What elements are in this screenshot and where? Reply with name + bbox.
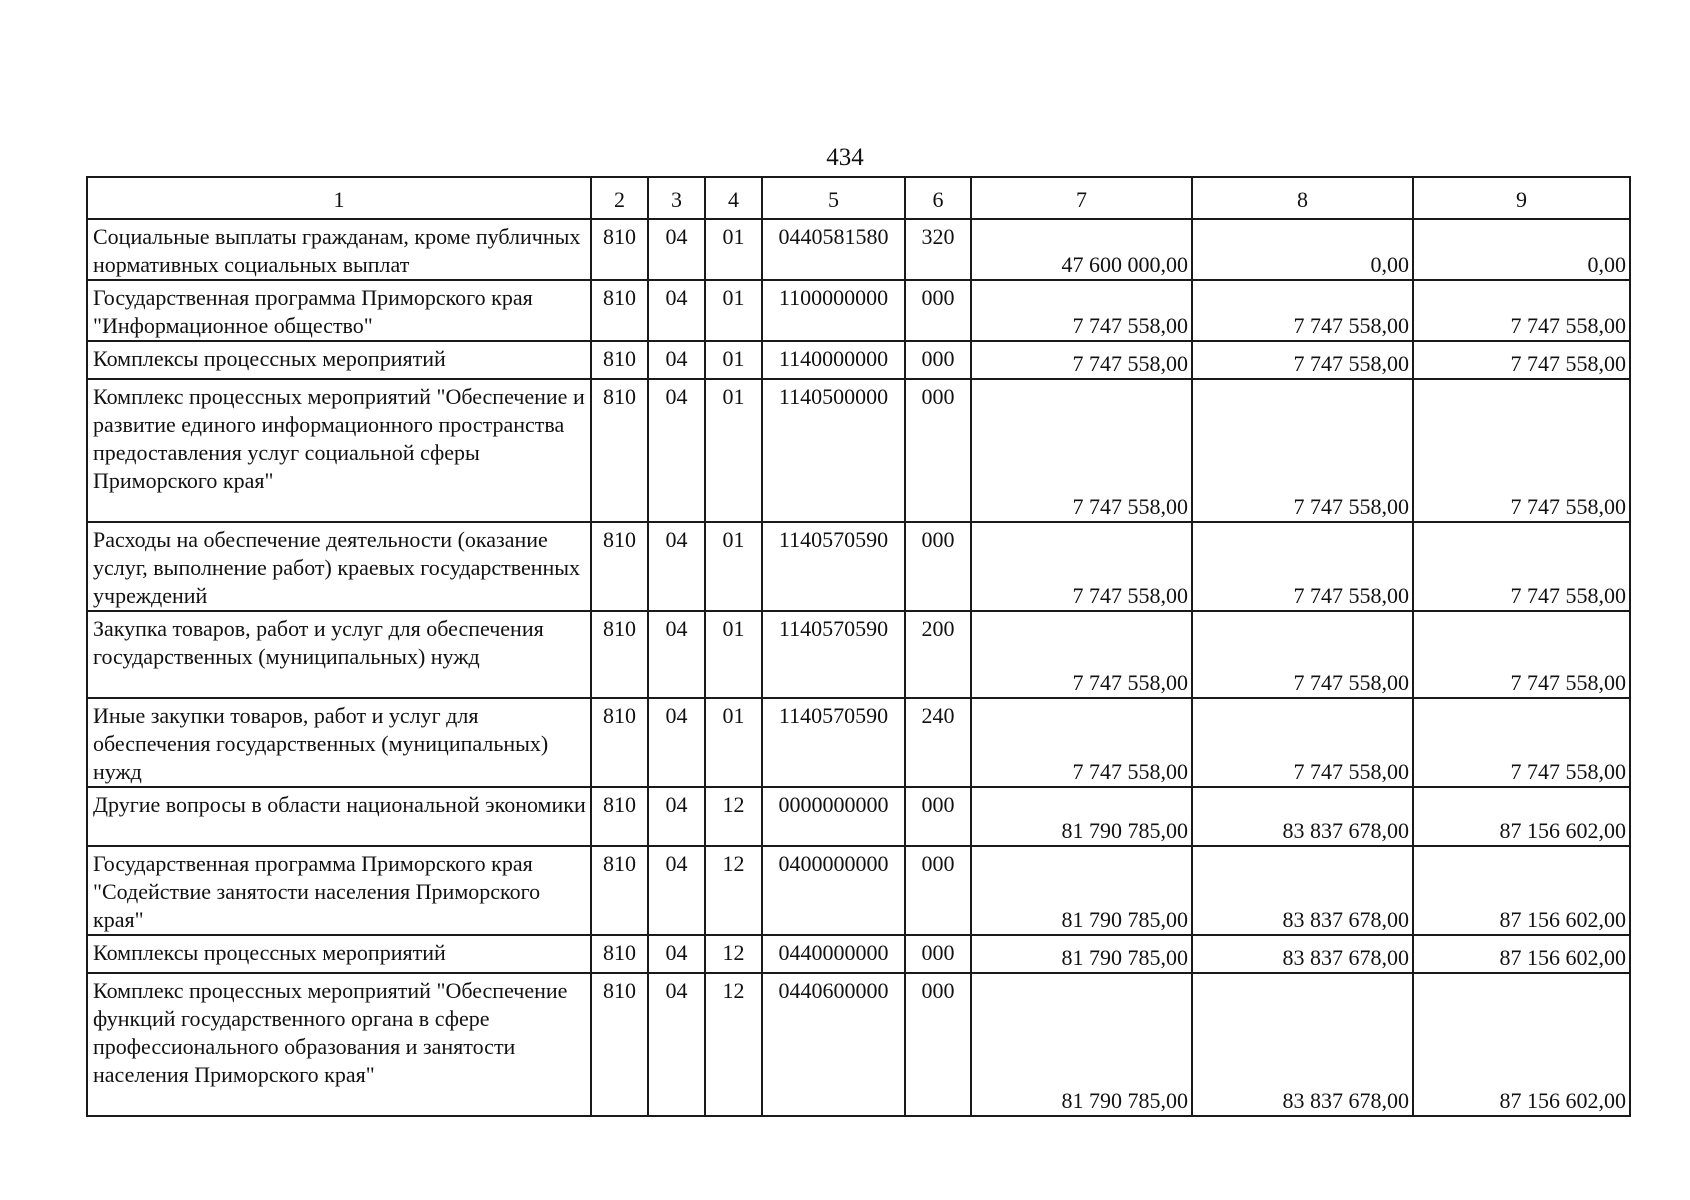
cell-code-6: 000 (905, 341, 971, 379)
column-header: 4 (705, 177, 762, 219)
cell-code-3: 04 (648, 611, 705, 698)
cell-code-2: 810 (591, 973, 648, 1116)
table-row (87, 611, 1630, 698)
cell-code-2: 810 (591, 787, 648, 846)
table-row (87, 846, 1630, 935)
table-row (87, 973, 1630, 1116)
row-name: Государственная программа Приморского края "Содействие занятости населения Приморского края" (87, 846, 591, 935)
cell-code-3: 04 (648, 846, 705, 935)
cell-code-4: 01 (705, 280, 762, 341)
cell-code-6: 000 (905, 973, 971, 1116)
row-name: Закупка товаров, работ и услуг для обеспечения государственных (муниципальных) нужд (87, 611, 591, 698)
cell-code-5: 0440581580 (762, 219, 905, 280)
cell-amount-8: 83 837 678,00 (1192, 846, 1413, 935)
cell-amount-9: 7 747 558,00 (1413, 280, 1630, 341)
cell-amount-9: 7 747 558,00 (1413, 341, 1630, 379)
row-name: Комплекс процессных мероприятий "Обеспечение функций государственного органа в сфере профессионального образования и занятости населения Приморского края" (87, 973, 591, 1116)
cell-code-3: 04 (648, 698, 705, 787)
column-header: 2 (591, 177, 648, 219)
table-row (87, 280, 1630, 341)
cell-code-4: 01 (705, 698, 762, 787)
cell-code-5: 0440600000 (762, 973, 905, 1116)
column-header: 9 (1413, 177, 1630, 219)
cell-amount-9: 7 747 558,00 (1413, 522, 1630, 611)
cell-code-2: 810 (591, 935, 648, 973)
cell-code-2: 810 (591, 611, 648, 698)
table-row (87, 379, 1630, 522)
cell-code-5: 0440000000 (762, 935, 905, 973)
cell-amount-7: 7 747 558,00 (971, 522, 1192, 611)
row-name: Другие вопросы в области национальной экономики (87, 787, 591, 846)
page-number: 434 (826, 144, 864, 171)
cell-amount-7: 81 790 785,00 (971, 973, 1192, 1116)
table-row (87, 341, 1630, 379)
cell-code-2: 810 (591, 379, 648, 522)
row-name: Расходы на обеспечение деятельности (оказание услуг, выполнение работ) краевых государственных учреждений (87, 522, 591, 611)
cell-amount-8: 83 837 678,00 (1192, 787, 1413, 846)
cell-code-4: 01 (705, 219, 762, 280)
cell-code-6: 200 (905, 611, 971, 698)
column-header: 5 (762, 177, 905, 219)
column-header: 6 (905, 177, 971, 219)
cell-amount-8: 83 837 678,00 (1192, 973, 1413, 1116)
table-row (87, 522, 1630, 611)
cell-code-5: 1140570590 (762, 698, 905, 787)
cell-amount-8: 7 747 558,00 (1192, 341, 1413, 379)
cell-amount-7: 81 790 785,00 (971, 935, 1192, 973)
cell-amount-7: 81 790 785,00 (971, 846, 1192, 935)
cell-code-6: 000 (905, 935, 971, 973)
cell-amount-7: 47 600 000,00 (971, 219, 1192, 280)
cell-code-3: 04 (648, 341, 705, 379)
cell-code-4: 01 (705, 341, 762, 379)
table-row (87, 787, 1630, 846)
cell-amount-9: 7 747 558,00 (1413, 698, 1630, 787)
row-name: Социальные выплаты гражданам, кроме публичных нормативных социальных выплат (87, 219, 591, 280)
table-row (87, 698, 1630, 787)
cell-code-3: 04 (648, 522, 705, 611)
cell-code-4: 01 (705, 522, 762, 611)
cell-code-5: 1140570590 (762, 522, 905, 611)
cell-code-6: 000 (905, 280, 971, 341)
table-row (87, 219, 1630, 280)
cell-amount-8: 7 747 558,00 (1192, 280, 1413, 341)
cell-code-6: 000 (905, 522, 971, 611)
cell-code-4: 12 (705, 935, 762, 973)
cell-code-4: 01 (705, 379, 762, 522)
cell-amount-7: 7 747 558,00 (971, 611, 1192, 698)
cell-code-3: 04 (648, 787, 705, 846)
cell-code-3: 04 (648, 935, 705, 973)
cell-code-4: 12 (705, 787, 762, 846)
cell-code-3: 04 (648, 219, 705, 280)
cell-code-2: 810 (591, 522, 648, 611)
cell-code-5: 0000000000 (762, 787, 905, 846)
cell-code-5: 1100000000 (762, 280, 905, 341)
cell-amount-9: 87 156 602,00 (1413, 846, 1630, 935)
cell-amount-8: 7 747 558,00 (1192, 611, 1413, 698)
cell-code-2: 810 (591, 846, 648, 935)
column-header: 8 (1192, 177, 1413, 219)
row-name: Иные закупки товаров, работ и услуг для обеспечения государственных (муниципальных) нужд (87, 698, 591, 787)
cell-amount-8: 7 747 558,00 (1192, 698, 1413, 787)
cell-amount-7: 7 747 558,00 (971, 280, 1192, 341)
cell-code-6: 000 (905, 846, 971, 935)
cell-code-5: 1140570590 (762, 611, 905, 698)
cell-code-3: 04 (648, 379, 705, 522)
cell-code-5: 1140500000 (762, 379, 905, 522)
cell-amount-7: 7 747 558,00 (971, 379, 1192, 522)
cell-amount-7: 7 747 558,00 (971, 341, 1192, 379)
budget-table (86, 176, 1631, 1117)
row-name: Комплексы процессных мероприятий (87, 341, 591, 379)
cell-amount-7: 7 747 558,00 (971, 698, 1192, 787)
cell-code-5: 1140000000 (762, 341, 905, 379)
cell-code-6: 320 (905, 219, 971, 280)
column-header: 3 (648, 177, 705, 219)
cell-code-3: 04 (648, 973, 705, 1116)
row-name: Комплексы процессных мероприятий (87, 935, 591, 973)
cell-code-2: 810 (591, 219, 648, 280)
row-name: Комплекс процессных мероприятий "Обеспечение и развитие единого информационного пространства предоставления услуг социальной сферы Приморского края" (87, 379, 591, 522)
cell-code-6: 000 (905, 379, 971, 522)
cell-code-2: 810 (591, 280, 648, 341)
cell-code-4: 01 (705, 611, 762, 698)
cell-code-6: 000 (905, 787, 971, 846)
cell-amount-8: 7 747 558,00 (1192, 379, 1413, 522)
cell-amount-9: 87 156 602,00 (1413, 935, 1630, 973)
cell-code-5: 0400000000 (762, 846, 905, 935)
column-header: 1 (87, 177, 591, 219)
cell-amount-8: 7 747 558,00 (1192, 522, 1413, 611)
row-name: Государственная программа Приморского края "Информационное общество" (87, 280, 591, 341)
cell-code-2: 810 (591, 698, 648, 787)
cell-amount-7: 81 790 785,00 (971, 787, 1192, 846)
header-row (87, 177, 1630, 219)
cell-amount-9: 7 747 558,00 (1413, 611, 1630, 698)
cell-code-4: 12 (705, 846, 762, 935)
cell-amount-9: 87 156 602,00 (1413, 787, 1630, 846)
column-header: 7 (971, 177, 1192, 219)
table-row (87, 935, 1630, 973)
cell-amount-8: 0,00 (1192, 219, 1413, 280)
cell-amount-9: 0,00 (1413, 219, 1630, 280)
cell-amount-8: 83 837 678,00 (1192, 935, 1413, 973)
cell-code-4: 12 (705, 973, 762, 1116)
cell-code-2: 810 (591, 341, 648, 379)
cell-code-3: 04 (648, 280, 705, 341)
cell-amount-9: 7 747 558,00 (1413, 379, 1630, 522)
cell-code-6: 240 (905, 698, 971, 787)
cell-amount-9: 87 156 602,00 (1413, 973, 1630, 1116)
